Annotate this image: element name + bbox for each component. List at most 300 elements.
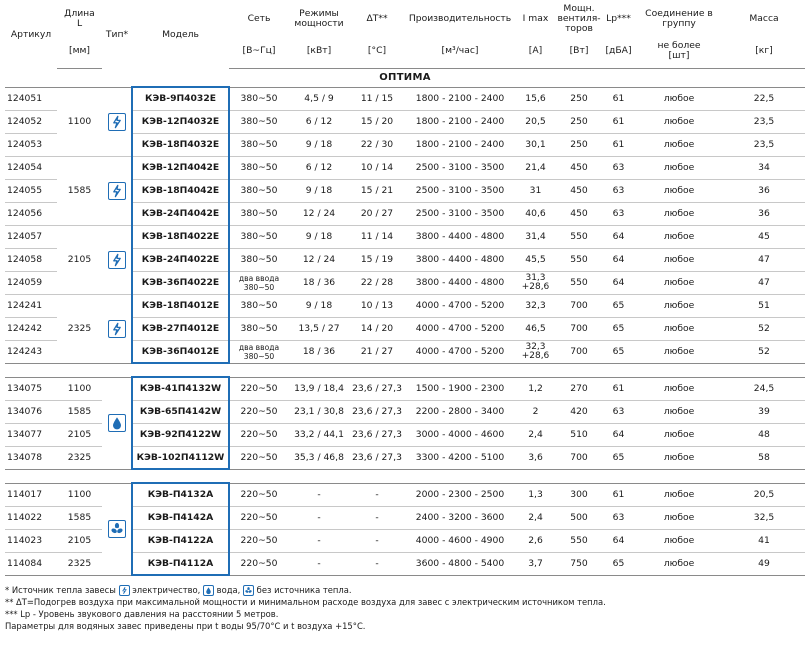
unit-power: [кВт] <box>289 35 349 68</box>
cell-model: КЭВ-18П4012Е <box>132 294 229 317</box>
cell-imax: 30,1 <box>515 133 556 156</box>
cell-power: 18 / 36 <box>289 271 349 294</box>
cell-mass: 20,5 <box>723 483 805 506</box>
cell-power: 12 / 24 <box>289 202 349 225</box>
header-network: Сеть <box>247 12 271 24</box>
cell-imax: 3,6 <box>515 446 556 469</box>
header-power: Режимы мощности <box>294 7 344 29</box>
cell-fan: 550 <box>556 225 602 248</box>
cell-lp: 65 <box>602 340 635 363</box>
cell-power: 18 / 36 <box>289 340 349 363</box>
cell-capacity: 3300 - 4200 - 5100 <box>405 446 515 469</box>
header-capacity: Производительность <box>408 12 512 24</box>
spacer-water <box>5 363 805 377</box>
cell-fan: 450 <box>556 179 602 202</box>
cell-lp: 61 <box>602 110 635 133</box>
cell-fan: 450 <box>556 156 602 179</box>
table-row <box>5 294 805 317</box>
cell-power: 35,3 / 46,8 <box>289 446 349 469</box>
cell-network: 220~50 <box>229 423 289 446</box>
footnote-water: вода, <box>216 584 241 595</box>
cell-article: 134077 <box>5 423 57 446</box>
cell-mass: 51 <box>723 294 805 317</box>
cell-mass: 45 <box>723 225 805 248</box>
cell-model: КЭВ-41П4132W <box>132 377 229 400</box>
footnote-water-params: Параметры для водяных завес приведены при t воды 95/70°С и t воздуха +15°С. <box>5 620 366 631</box>
spec-table <box>5 2 805 576</box>
cell-capacity: 3800 - 4400 - 4800 <box>405 248 515 271</box>
cell-length: 1585 <box>57 506 102 529</box>
cell-mass: 52 <box>723 340 805 363</box>
cell-lp: 63 <box>602 156 635 179</box>
network-value: 380~50 <box>243 351 275 361</box>
cell-dt: 22 / 28 <box>349 271 405 294</box>
cell-mass: 49 <box>723 552 805 575</box>
cell-imax: 45,5 <box>515 248 556 271</box>
lightning-icon <box>108 182 126 200</box>
cell-capacity: 1500 - 1900 - 2300 <box>405 377 515 400</box>
cell-imax: 2,4 <box>515 506 556 529</box>
cell-lp: 65 <box>602 446 635 469</box>
table-row <box>5 87 805 110</box>
cell-article: 134076 <box>5 400 57 423</box>
cell-article: 124058 <box>5 248 57 271</box>
cell-capacity: 2500 - 3100 - 3500 <box>405 156 515 179</box>
cell-mass: 32,5 <box>723 506 805 529</box>
cell-fan: 450 <box>556 202 602 225</box>
cell-group: любое <box>635 400 723 423</box>
cell-capacity: 2000 - 2300 - 2500 <box>405 483 515 506</box>
cell-power: 9 / 18 <box>289 225 349 248</box>
type-cell <box>102 294 132 363</box>
type-cell <box>102 156 132 225</box>
cell-length: 2105 <box>57 423 102 446</box>
cell-imax <box>515 340 556 363</box>
lightning-icon <box>108 320 126 338</box>
cell-group: любое <box>635 87 723 110</box>
cell-lp: 65 <box>602 317 635 340</box>
footnote-type-prefix: * Источник тепла завесы <box>5 584 116 595</box>
header-article: Артикул <box>10 29 52 40</box>
cell-model: КЭВ-12П4042Е <box>132 156 229 179</box>
cell-capacity: 2500 - 3100 - 3500 <box>405 202 515 225</box>
cell-article: 124051 <box>5 87 57 110</box>
cell-lp: 64 <box>602 271 635 294</box>
cell-length: 1100 <box>57 377 102 400</box>
cell-imax: 3,7 <box>515 552 556 575</box>
cell-network: 380~50 <box>229 156 289 179</box>
section-title: ОПТИМА <box>5 68 805 87</box>
cell-capacity: 1800 - 2100 - 2400 <box>405 87 515 110</box>
cell-group: любое <box>635 202 723 225</box>
unit-fan: [Вт] <box>556 35 602 68</box>
cell-imax: 32,3 <box>515 294 556 317</box>
cell-power: - <box>289 483 349 506</box>
cell-model: КЭВ-27П4012Е <box>132 317 229 340</box>
spacer-ambient-cell <box>5 469 805 483</box>
cell-article: 124241 <box>5 294 57 317</box>
cell-length: 2105 <box>57 225 102 294</box>
cell-group: любое <box>635 110 723 133</box>
cell-group: любое <box>635 529 723 552</box>
unit-capacity: [м³/час] <box>405 35 515 68</box>
cell-lp: 64 <box>602 529 635 552</box>
spacer-ambient <box>5 469 805 483</box>
cell-power: 23,1 / 30,8 <box>289 400 349 423</box>
cell-article: 124056 <box>5 202 57 225</box>
header-length: Длина L <box>64 7 95 29</box>
cell-fan: 550 <box>556 271 602 294</box>
footnote-type <box>5 584 805 596</box>
cell-lp: 61 <box>602 483 635 506</box>
cell-lp: 64 <box>602 248 635 271</box>
cell-power: 4,5 / 9 <box>289 87 349 110</box>
cell-lp: 64 <box>602 423 635 446</box>
table-row <box>5 225 805 248</box>
cell-mass: 47 <box>723 248 805 271</box>
unit-imax: [А] <box>515 35 556 68</box>
cell-capacity: 3800 - 4400 - 4800 <box>405 271 515 294</box>
unit-length: [мм] <box>57 35 102 68</box>
cell-model: КЭВ-18П4022Е <box>132 225 229 248</box>
cell-capacity: 4000 - 4700 - 5200 <box>405 294 515 317</box>
cell-group: любое <box>635 446 723 469</box>
cell-group: любое <box>635 156 723 179</box>
cell-article: 124054 <box>5 156 57 179</box>
cell-capacity: 3800 - 4400 - 4800 <box>405 225 515 248</box>
cell-dt: 15 / 19 <box>349 248 405 271</box>
cell-network: 220~50 <box>229 529 289 552</box>
cell-power: 9 / 18 <box>289 294 349 317</box>
cell-dt: 20 / 27 <box>349 202 405 225</box>
cell-group: любое <box>635 317 723 340</box>
cell-network: 380~50 <box>229 317 289 340</box>
cell-capacity: 1800 - 2100 - 2400 <box>405 133 515 156</box>
cell-network: 380~50 <box>229 133 289 156</box>
cell-model: КЭВ-П4132А <box>132 483 229 506</box>
cell-imax: 1,3 <box>515 483 556 506</box>
cell-model: КЭВ-24П4042Е <box>132 202 229 225</box>
cell-capacity: 4000 - 4600 - 4900 <box>405 529 515 552</box>
cell-article: 124052 <box>5 110 57 133</box>
cell-group: любое <box>635 506 723 529</box>
cell-length: 1585 <box>57 156 102 225</box>
cell-mass: 36 <box>723 179 805 202</box>
cell-capacity: 4000 - 4700 - 5200 <box>405 317 515 340</box>
header-row <box>5 2 805 35</box>
cell-dt: 15 / 21 <box>349 179 405 202</box>
cell-network: 220~50 <box>229 377 289 400</box>
cell-capacity: 3000 - 4000 - 4600 <box>405 423 515 446</box>
cell-fan: 250 <box>556 133 602 156</box>
cell-article: 114084 <box>5 552 57 575</box>
unit-lp: [дБА] <box>602 35 635 68</box>
cell-dt: 11 / 14 <box>349 225 405 248</box>
cell-article: 124055 <box>5 179 57 202</box>
cell-model: КЭВ-36П4022Е <box>132 271 229 294</box>
cell-network: 380~50 <box>229 248 289 271</box>
cell-lp: 64 <box>602 225 635 248</box>
cell-article: 124059 <box>5 271 57 294</box>
cell-imax: 2 <box>515 400 556 423</box>
cell-fan: 550 <box>556 248 602 271</box>
cell-capacity: 3600 - 4800 - 5400 <box>405 552 515 575</box>
cell-fan: 700 <box>556 317 602 340</box>
cell-power: 13,5 / 27 <box>289 317 349 340</box>
cell-mass: 52 <box>723 317 805 340</box>
cell-fan: 420 <box>556 400 602 423</box>
cell-network: 220~50 <box>229 506 289 529</box>
cell-power: 9 / 18 <box>289 179 349 202</box>
cell-model: КЭВ-102П4112W <box>132 446 229 469</box>
header-type: Тип* <box>105 29 129 40</box>
cell-fan: 500 <box>556 506 602 529</box>
cell-network: 380~50 <box>229 294 289 317</box>
cell-dt: - <box>349 552 405 575</box>
cell-capacity: 2400 - 3200 - 3600 <box>405 506 515 529</box>
header-mass: Масса <box>749 12 779 24</box>
imax-value-2: +28,6 <box>521 350 550 361</box>
cell-model: КЭВ-П4122А <box>132 529 229 552</box>
cell-mass: 58 <box>723 446 805 469</box>
table-row <box>5 483 805 506</box>
cell-network: 220~50 <box>229 400 289 423</box>
cell-fan: 550 <box>556 529 602 552</box>
cell-mass: 23,5 <box>723 110 805 133</box>
cell-imax: 2,4 <box>515 423 556 446</box>
cell-article: 134075 <box>5 377 57 400</box>
footnote-dt: ** ΔT=Подогрев воздуха при максимальной мощности и минимальном расходе воздуха для завес с электрическим источником тепла. <box>5 596 606 607</box>
cell-model: КЭВ-92П4122W <box>132 423 229 446</box>
cell-imax: 1,2 <box>515 377 556 400</box>
cell-capacity: 4000 - 4700 - 5200 <box>405 340 515 363</box>
cell-length: 2105 <box>57 529 102 552</box>
imax-value-1: 32,3 <box>525 341 546 352</box>
cell-fan: 700 <box>556 446 602 469</box>
cell-fan: 250 <box>556 87 602 110</box>
water-drop-icon <box>108 414 126 432</box>
cell-dt: 23,6 / 27,3 <box>349 423 405 446</box>
cell-imax <box>515 271 556 294</box>
cell-group: любое <box>635 133 723 156</box>
network-note: два ввода <box>238 342 280 352</box>
cell-group: любое <box>635 248 723 271</box>
cell-fan: 270 <box>556 377 602 400</box>
fan-icon <box>243 585 254 596</box>
cell-lp: 63 <box>602 179 635 202</box>
cell-model: КЭВ-П4112А <box>132 552 229 575</box>
cell-fan: 750 <box>556 552 602 575</box>
cell-dt: 22 / 30 <box>349 133 405 156</box>
cell-network: 220~50 <box>229 446 289 469</box>
cell-power: - <box>289 506 349 529</box>
cell-mass: 47 <box>723 271 805 294</box>
cell-network: 220~50 <box>229 483 289 506</box>
cell-imax: 31 <box>515 179 556 202</box>
type-cell <box>102 87 132 156</box>
cell-fan: 300 <box>556 483 602 506</box>
cell-network: 380~50 <box>229 225 289 248</box>
spacer-water-cell <box>5 363 805 377</box>
cell-length: 1100 <box>57 483 102 506</box>
cell-group: любое <box>635 340 723 363</box>
cell-lp: 63 <box>602 506 635 529</box>
cell-network: 220~50 <box>229 552 289 575</box>
cell-article: 124242 <box>5 317 57 340</box>
cell-mass: 22,5 <box>723 87 805 110</box>
cell-imax: 46,5 <box>515 317 556 340</box>
cell-dt: 11 / 15 <box>349 87 405 110</box>
cell-group: любое <box>635 271 723 294</box>
cell-group: любое <box>635 483 723 506</box>
footnote-none: без источника тепла. <box>256 584 352 595</box>
header-lp: Lp*** <box>606 12 631 24</box>
cell-dt: 14 / 20 <box>349 317 405 340</box>
cell-mass: 48 <box>723 423 805 446</box>
cell-power: 33,2 / 44,1 <box>289 423 349 446</box>
cell-group: любое <box>635 377 723 400</box>
footnotes <box>5 584 805 632</box>
cell-article: 114023 <box>5 529 57 552</box>
imax-value-2: +28,6 <box>521 281 550 292</box>
footnote-lp: *** Lp - Уровень звукового давления на расстоянии 5 метров. <box>5 608 279 619</box>
cell-fan: 700 <box>556 340 602 363</box>
cell-model: КЭВ-18П4032Е <box>132 133 229 156</box>
cell-dt: 23,6 / 27,3 <box>349 446 405 469</box>
cell-mass: 23,5 <box>723 133 805 156</box>
header-model: Модель <box>162 29 199 40</box>
cell-lp: 65 <box>602 552 635 575</box>
unit-dt: [°С] <box>349 35 405 68</box>
cell-lp: 65 <box>602 294 635 317</box>
cell-imax: 20,5 <box>515 110 556 133</box>
cell-model: КЭВ-24П4022Е <box>132 248 229 271</box>
cell-imax: 15,6 <box>515 87 556 110</box>
unit-group: не более [шт] <box>635 35 723 68</box>
cell-model: КЭВ-65П4142W <box>132 400 229 423</box>
header-dt: ΔT** <box>366 12 388 24</box>
cell-lp: 61 <box>602 377 635 400</box>
cell-dt: - <box>349 506 405 529</box>
cell-capacity: 1800 - 2100 - 2400 <box>405 110 515 133</box>
cell-power: - <box>289 552 349 575</box>
cell-model: КЭВ-П4142А <box>132 506 229 529</box>
cell-length: 1585 <box>57 400 102 423</box>
footnote-electric: электричество, <box>132 584 201 595</box>
cell-lp: 61 <box>602 133 635 156</box>
lightning-icon <box>108 113 126 131</box>
cell-lp: 61 <box>602 87 635 110</box>
table-row <box>5 156 805 179</box>
cell-power: 6 / 12 <box>289 156 349 179</box>
cell-dt: 23,6 / 27,3 <box>349 377 405 400</box>
cell-capacity: 2500 - 3100 - 3500 <box>405 179 515 202</box>
cell-dt: 10 / 13 <box>349 294 405 317</box>
lightning-icon <box>108 251 126 269</box>
cell-lp: 63 <box>602 202 635 225</box>
cell-length: 2325 <box>57 552 102 575</box>
cell-length: 2325 <box>57 446 102 469</box>
cell-model: КЭВ-12П4032Е <box>132 110 229 133</box>
cell-group: любое <box>635 225 723 248</box>
cell-power: - <box>289 529 349 552</box>
cell-imax: 21,4 <box>515 156 556 179</box>
cell-model: КЭВ-9П4032Е <box>132 87 229 110</box>
cell-mass: 36 <box>723 202 805 225</box>
imax-value-1: 31,3 <box>525 272 546 283</box>
cell-model: КЭВ-36П4012Е <box>132 340 229 363</box>
cell-power: 6 / 12 <box>289 110 349 133</box>
cell-power: 9 / 18 <box>289 133 349 156</box>
type-cell <box>102 225 132 294</box>
cell-mass: 34 <box>723 156 805 179</box>
cell-article: 124243 <box>5 340 57 363</box>
unit-network: [В~Гц] <box>229 35 289 68</box>
cell-capacity: 2200 - 2800 - 3400 <box>405 400 515 423</box>
cell-network: 380~50 <box>229 179 289 202</box>
cell-mass: 39 <box>723 400 805 423</box>
type-cell <box>102 483 132 575</box>
cell-dt: 10 / 14 <box>349 156 405 179</box>
fan-icon <box>108 520 126 538</box>
table-row <box>5 377 805 400</box>
cell-fan: 510 <box>556 423 602 446</box>
header-group: Соединение в группу <box>645 7 713 29</box>
unit-mass: [кг] <box>723 35 805 68</box>
cell-dt: - <box>349 529 405 552</box>
water-drop-icon <box>203 585 214 596</box>
cell-network <box>229 271 289 294</box>
cell-fan: 250 <box>556 110 602 133</box>
cell-dt: 21 / 27 <box>349 340 405 363</box>
cell-fan: 700 <box>556 294 602 317</box>
cell-group: любое <box>635 294 723 317</box>
cell-length: 2325 <box>57 294 102 363</box>
cell-imax: 31,4 <box>515 225 556 248</box>
cell-imax: 40,6 <box>515 202 556 225</box>
type-cell <box>102 377 132 469</box>
cell-article: 114022 <box>5 506 57 529</box>
cell-network: 380~50 <box>229 87 289 110</box>
cell-group: любое <box>635 552 723 575</box>
cell-mass: 24,5 <box>723 377 805 400</box>
cell-dt: 23,6 / 27,3 <box>349 400 405 423</box>
lightning-icon <box>119 585 130 596</box>
cell-article: 134078 <box>5 446 57 469</box>
cell-length: 1100 <box>57 87 102 156</box>
cell-lp: 63 <box>602 400 635 423</box>
cell-article: 114017 <box>5 483 57 506</box>
cell-imax: 2,6 <box>515 529 556 552</box>
cell-article: 124057 <box>5 225 57 248</box>
cell-power: 13,9 / 18,4 <box>289 377 349 400</box>
cell-network <box>229 340 289 363</box>
cell-dt: - <box>349 483 405 506</box>
section-row <box>5 68 805 87</box>
network-note: два ввода <box>238 273 280 283</box>
cell-network: 380~50 <box>229 202 289 225</box>
cell-group: любое <box>635 179 723 202</box>
cell-power: 12 / 24 <box>289 248 349 271</box>
cell-network: 380~50 <box>229 110 289 133</box>
cell-mass: 41 <box>723 529 805 552</box>
cell-article: 124053 <box>5 133 57 156</box>
cell-dt: 15 / 20 <box>349 110 405 133</box>
cell-model: КЭВ-18П4042Е <box>132 179 229 202</box>
cell-group: любое <box>635 423 723 446</box>
header-fan: Мощн. вентиля- торов <box>557 2 601 34</box>
network-value: 380~50 <box>243 282 275 292</box>
